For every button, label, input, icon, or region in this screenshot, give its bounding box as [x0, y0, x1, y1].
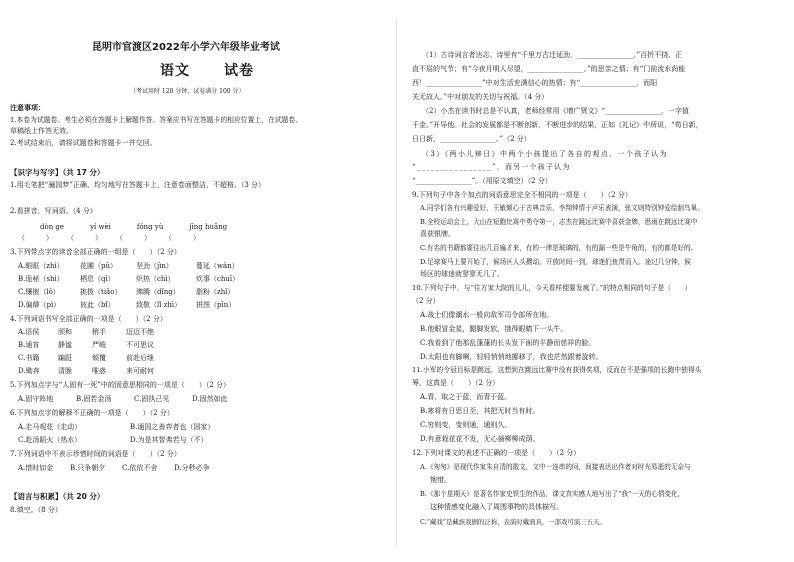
q5-option: D.固然如此: [192, 395, 228, 403]
q4-option: 颀和: [58, 328, 72, 336]
q3-option: 蔓延（wàn）: [196, 262, 239, 270]
question-6: 6.下列加点字的解释不正确的一项是（ ）（2 分）: [10, 409, 174, 417]
question-7: 7.下列词语中不表示珍惜时间的词语是（ ）（2 分）: [10, 450, 181, 458]
q3-option: A.眼眶（zhì）: [18, 262, 64, 270]
q3-option: C.镶嵌（lǒ）: [18, 288, 60, 296]
pinyin-4: jīng huǎng: [189, 223, 228, 231]
subject-title: 语文: [160, 63, 190, 79]
q5-options: [18, 395, 228, 404]
q7-option: B.只争朝夕: [70, 464, 106, 472]
q6-option: B.通国之善弈者也（国家）: [130, 423, 215, 431]
section-1-title: 【识字与写字】（共 17 分）: [10, 168, 105, 177]
section-2-title: 【语言与积累】（共 20 分）: [10, 492, 105, 501]
question-8: 8.填空。（8 分）: [10, 506, 62, 514]
note-1a: 1.本卷为试题卷。考生必须在答题卡上解题作答。答案应书写在答题卡的相应位置上，在试题卷、: [10, 116, 302, 124]
exam-info: （考试用时 120 分钟，试卷满分 100 分）: [130, 88, 245, 95]
q8-line-3: 西！________________”中对生活充满信心的热情；有“________________，而阳: [412, 79, 658, 87]
q9-option-b-cont: 喜获银牌。: [420, 230, 455, 238]
q9-option-d: D.足球赛马上要开始了，候场区人头攒动。开放时间一到，球迷们鱼贯而入。途过几分钟，候: [420, 258, 691, 266]
question-10-score: （2 分）: [412, 297, 440, 305]
paper-title: 试卷: [224, 63, 254, 79]
note-2: 2.考试结束后，请将试题卷和答题卡一并交回。: [10, 139, 157, 147]
q3-option: 沸腾（dǐng）: [136, 288, 180, 296]
q10-option-c: C.我看到了他那乱蓬蓬的长头发下面的平静而慈祥的脸。: [420, 339, 596, 347]
q7-option: D.分秒必争: [174, 464, 210, 472]
question-5: 5.下列加点字与“人固有一死”中的固意思相同的一项是（ ）（2 分）: [10, 381, 231, 389]
answer-brackets: [18, 234, 200, 243]
q4-row-b: [18, 341, 154, 350]
q4-option: A.语侯: [18, 328, 40, 336]
q8-line-6: 千金。”开导他。社会的发展都是不断创新，不断进步的结果，正如《礼记》中所说，“苟日新，: [412, 121, 703, 129]
left-column: [0, 0, 392, 562]
question-2: 2.看拼音，写词语。（4 分）: [10, 207, 97, 215]
q11-option-d: D.有意栽花花不发，无心插柳柳成荫。: [420, 435, 540, 443]
q4-option: 不可思议: [126, 341, 154, 349]
q8-line-1: （1）古诗词言者达志。诗里有“千里万古迁延劲，________________。”百折不挠、正: [422, 51, 683, 59]
q4-option: 严峻: [92, 341, 106, 349]
q9-option-b: B.全校运动会上，大山在短跑比赛中勇夺第一，志杰在跳远比赛中喜获金牌，思雨在跳远比赛中: [420, 218, 698, 226]
q12-option-a-cont: 惋惜。: [430, 476, 451, 484]
q4-option: 倾覆: [92, 354, 106, 362]
q6-option: D.为是其智弗若与（不）: [130, 436, 208, 444]
exam-title: 昆明市官渡区2022年小学六年级毕业考试: [92, 42, 280, 53]
q6-row-2: [18, 436, 208, 445]
pinyin-3: fóng yù: [136, 223, 164, 231]
q3-option: 脂粉（zhī）: [196, 288, 235, 296]
bracket-2: （ ）: [67, 234, 102, 242]
bracket-4: （ ）: [165, 234, 200, 242]
q8-line-5: （2）小杰在读书时总是不认真，老师经常用《增广贤文》“________________，一字值: [422, 107, 690, 115]
q3-option: 坚劲（jìn）: [136, 262, 173, 270]
q3-row-c: [18, 288, 234, 297]
q3-option: 炊事（chuī）: [196, 275, 240, 283]
q10-option-b: B.他眼冒金星，腿脚发软，饿得眼睛下一头牛。: [420, 325, 568, 333]
q9-option-a: A.同学们各有兴趣爱好，王敏倾心于古典音乐，李翔钟情于声乐表演，张文则特别钟爱绘制鸟巢。: [420, 204, 704, 212]
q4-option: 静谧: [58, 341, 72, 349]
right-column: [402, 0, 794, 562]
q5-option: B.固若金汤: [76, 395, 112, 403]
q4-option: 前赴后继: [126, 354, 154, 362]
q3-row-d: [18, 301, 235, 310]
q12-option-c: C.“藏戏”是藏族戏剧的泛称，表演时戴面具，一部戏可演三五天。: [420, 518, 606, 526]
q3-option: D.偏僻（pì）: [18, 301, 61, 309]
q4-option: 迈迈不绝: [126, 328, 154, 336]
question-1: 1.用毛笔把“骊园梦”正确、均匀地写在答题卡上，注意卷面整洁，不超格。（3 分）: [10, 181, 266, 189]
q8-line-7: 日日新，________________。”（2 分）: [412, 135, 531, 143]
pinyin-2: yí wèi: [90, 223, 111, 231]
q4-row-d: [18, 367, 154, 376]
q7-option: C.依依不舍: [122, 464, 158, 472]
q12-option-a: A.《匆匆》是现代作家朱自清的散文，文中一连串的问，间接表达出作者对时光易逝的无奈与: [420, 463, 691, 471]
q4-option: D.锄奔: [18, 367, 40, 375]
question-11-cont: 筹，这真是（ ）（2 分）: [412, 379, 500, 387]
q11-option-a: A.青，取之于蓝，而青于蓝。: [420, 393, 512, 401]
q12-option-b-cont: 这种情感变化融入了周围事物的具体描写。: [430, 503, 563, 511]
question-4: 4.下列词语书写全部正确的一项是（ ）（2 分）: [10, 315, 167, 323]
q4-option: 清脆: [58, 367, 72, 375]
q7-option: A.惜时如金: [18, 464, 54, 472]
q9-option-d-cont: 场区的球迷就寥寥无几了。: [420, 270, 504, 278]
pinyin-row: [40, 223, 227, 232]
question-12: 12.下列对课文的表述不正确的一项是（ ）（2 分）: [412, 449, 581, 457]
notes-heading: 注意事项：: [10, 103, 45, 112]
q4-option: 唯惑: [92, 367, 106, 375]
column-divider: [396, 18, 397, 548]
q4-option: B.通宵: [18, 341, 40, 349]
q4-row-c: [18, 354, 154, 363]
question-10: 10.下列句子中，与“住方家大院的儿儿，今天看样便要发疯了。”的特点相同的句子是（ ）: [412, 284, 692, 292]
q4-option: 蹁跹: [58, 354, 72, 362]
question-9: 9.下列句子中各个加点的词语意思完全不相同的一项是（ ）（2 分）: [412, 191, 632, 199]
q10-option-a: A.战士们像潮水一般向敌军司令部所在地。: [420, 311, 554, 319]
q8-line-10: “________________”。（用原文填空）（2 分）: [412, 177, 552, 185]
q4-option: C.书籍: [18, 354, 40, 362]
q3-option: 致敬（lǐ zhì）: [136, 301, 182, 309]
q3-option: B.诡秘（shì）: [18, 275, 64, 283]
q3-row-b: [18, 275, 239, 284]
note-1b: 草稿纸上作答无效。: [10, 127, 73, 135]
bracket-3: （ ）: [116, 234, 151, 242]
q8-line-2: 直不屈的气节；有“今夜月明人尽望，________________。”的思亲之情；有“门前流水尚能: [412, 65, 686, 73]
pinyin-1: dòn ge: [40, 223, 65, 231]
q6-row-1: [18, 423, 214, 432]
q6-option: A.走马观花（走动）: [18, 423, 82, 431]
q6-option: C.赴汤蹈火（热水）: [18, 436, 82, 444]
q4-row-a: [18, 328, 154, 337]
q11-option-c: C.穷则变，变则通，通则久。: [420, 421, 512, 429]
q3-option: 炽热（chì）: [136, 275, 175, 283]
q5-option: A.固守阵地: [18, 395, 54, 403]
q3-row-a: [18, 262, 239, 271]
q9-option-c: C.有名的书籍都要往出几百遍才来，有的一律是玻璃的，有的漏一些是牛角的，有的都是好的。: [420, 244, 698, 252]
question-3: 3.下列带点字的读音全部正确的一组是（ ）（2 分）: [10, 248, 181, 256]
q7-options: [18, 464, 210, 473]
q4-option: 稍手: [92, 328, 106, 336]
q3-option: 彼此（bǐ）: [80, 301, 115, 309]
q3-option: 拼图（pīn）: [196, 301, 236, 309]
q10-option-d: D.太阳也有脚啊，轻轻悄悄地挪移了，我也茫然跟着旋转。: [420, 353, 603, 361]
q8-line-4: 关无故人。”中对朋友的关切与祝福。（4 分）: [412, 93, 549, 101]
question-11: 11.小军的令冠目标是跳远，这想到在跳远比赛中没有获得奖项，反而在不是强项的长跑中独得头: [412, 366, 702, 374]
q8-line-8: （3）《两小儿辩日》中两个小孩提出了各自的观点，一个孩子认为: [422, 150, 668, 158]
q12-option-b: B.《那个星期天》是著名作家史铁生的作品，课文真实感人地写出了“我”一天的心情变化，: [420, 490, 685, 498]
q8-line-9: “________________”，而另一个孩子认为: [412, 163, 571, 171]
q3-option: 花圃（pǔ）: [80, 262, 117, 270]
bracket-1: （ ）: [18, 234, 53, 242]
q3-option: 栖息（qī）: [80, 275, 115, 283]
q11-option-b: B.寒将有日思日至，其把无时当有时。: [420, 407, 540, 415]
q3-option: 挑拨（tiǎo）: [80, 288, 122, 296]
q5-option: C.固执己见: [134, 395, 170, 403]
q4-option: 来可耐何: [126, 367, 154, 375]
